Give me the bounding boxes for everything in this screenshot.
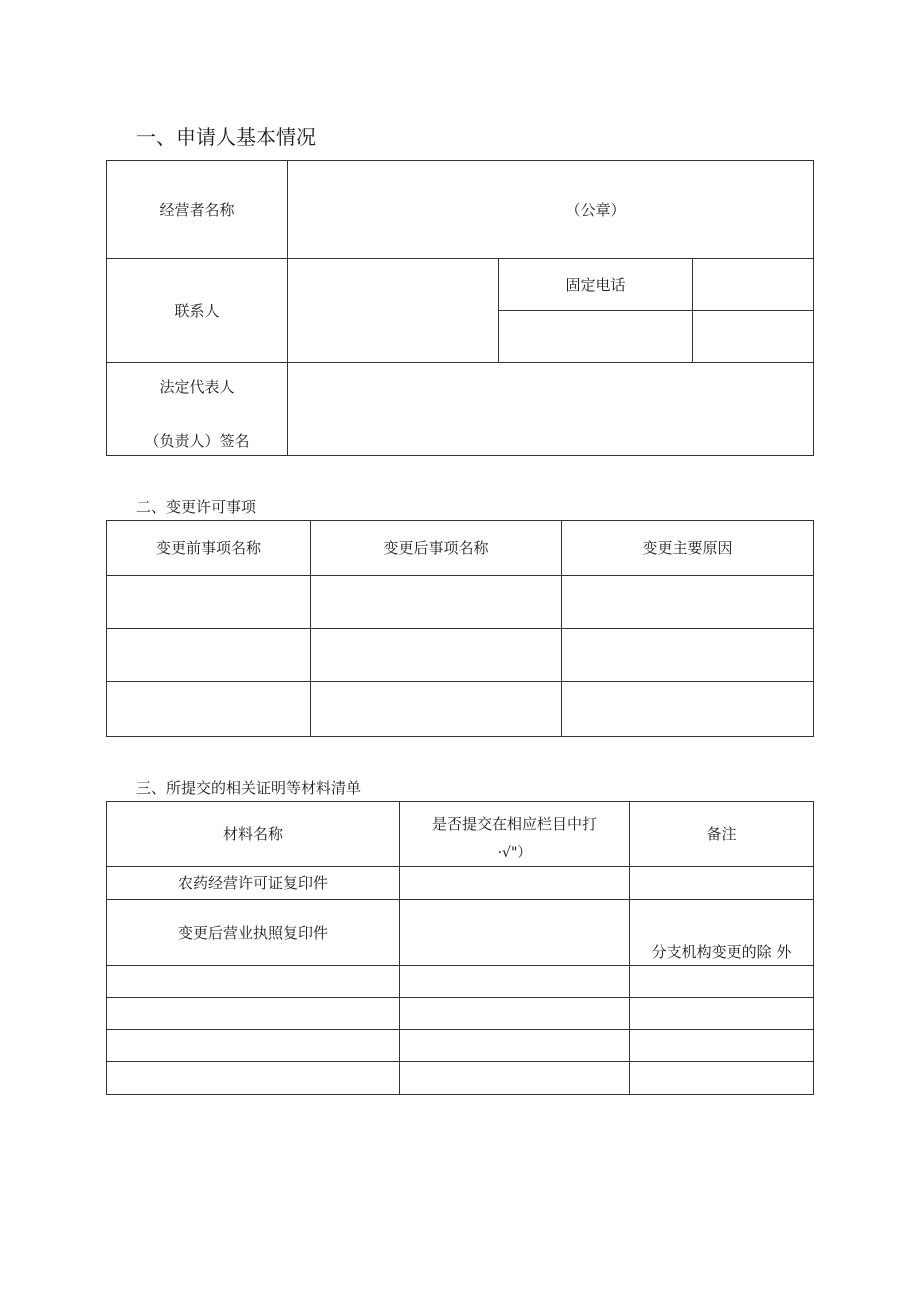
submitted-cell[interactable] (400, 1062, 629, 1094)
reason-cell[interactable] (562, 682, 813, 736)
header-material-name: 材料名称 (222, 825, 283, 843)
header-submitted-line1: 是否提交在相应栏目中打 (431, 815, 597, 833)
note-cell[interactable] (630, 867, 813, 899)
legal-rep-label-line2: （负责人）签名 (144, 432, 250, 450)
before-item-cell[interactable] (107, 576, 310, 628)
note-cell[interactable] (630, 998, 813, 1029)
seal-text: （公章） (565, 200, 626, 219)
submitted-cell[interactable] (400, 900, 629, 965)
submitted-cell[interactable] (400, 998, 629, 1029)
section1-title: 一、申请人基本情况 (136, 125, 316, 149)
contact-label: 联系人 (174, 301, 220, 320)
submitted-cell[interactable] (400, 867, 629, 899)
before-item-cell[interactable] (107, 629, 310, 681)
header-before-item: 变更前事项名称 (155, 539, 261, 557)
material-name-cell[interactable] (107, 966, 399, 997)
reason-cell[interactable] (562, 629, 813, 681)
submitted-cell[interactable] (400, 1030, 629, 1061)
material-name-cell: 农药经营许可证复印件 (177, 874, 328, 892)
material-name-cell[interactable] (107, 1062, 399, 1094)
phone-field[interactable] (693, 259, 813, 310)
header-note: 备注 (706, 825, 737, 843)
note-cell: 分支机构变更的除 外 (651, 943, 792, 961)
header-submitted-line2: ·√"） (497, 845, 532, 861)
legal-rep-label-line1: 法定代表人 (159, 378, 235, 396)
material-name-cell[interactable] (107, 998, 399, 1029)
note-cell[interactable] (630, 1062, 813, 1094)
operator-name-label: 经营者名称 (159, 200, 235, 219)
note-cell[interactable] (630, 966, 813, 997)
after-item-cell[interactable] (311, 682, 561, 736)
reason-cell[interactable] (562, 576, 813, 628)
after-item-cell[interactable] (311, 629, 561, 681)
before-item-cell[interactable] (107, 682, 310, 736)
section3-title: 三、所提交的相关证明等材料清单 (136, 779, 362, 797)
contact-field[interactable] (288, 259, 498, 362)
phone-label: 固定电话 (565, 275, 626, 294)
material-name-cell[interactable] (107, 1030, 399, 1061)
operator-name-field[interactable] (288, 161, 813, 258)
section2-title: 二、变更许可事项 (136, 498, 257, 516)
header-after-item: 变更后事项名称 (383, 539, 489, 557)
header-change-reason: 变更主要原因 (642, 539, 733, 557)
submitted-cell[interactable] (400, 966, 629, 997)
contact-extra-field-2[interactable] (693, 311, 813, 362)
after-item-cell[interactable] (311, 576, 561, 628)
material-name-cell: 变更后营业执照复印件 (177, 924, 328, 942)
note-cell[interactable] (630, 1030, 813, 1061)
legal-rep-signature-field[interactable] (288, 363, 813, 455)
contact-extra-field-1[interactable] (499, 311, 692, 362)
